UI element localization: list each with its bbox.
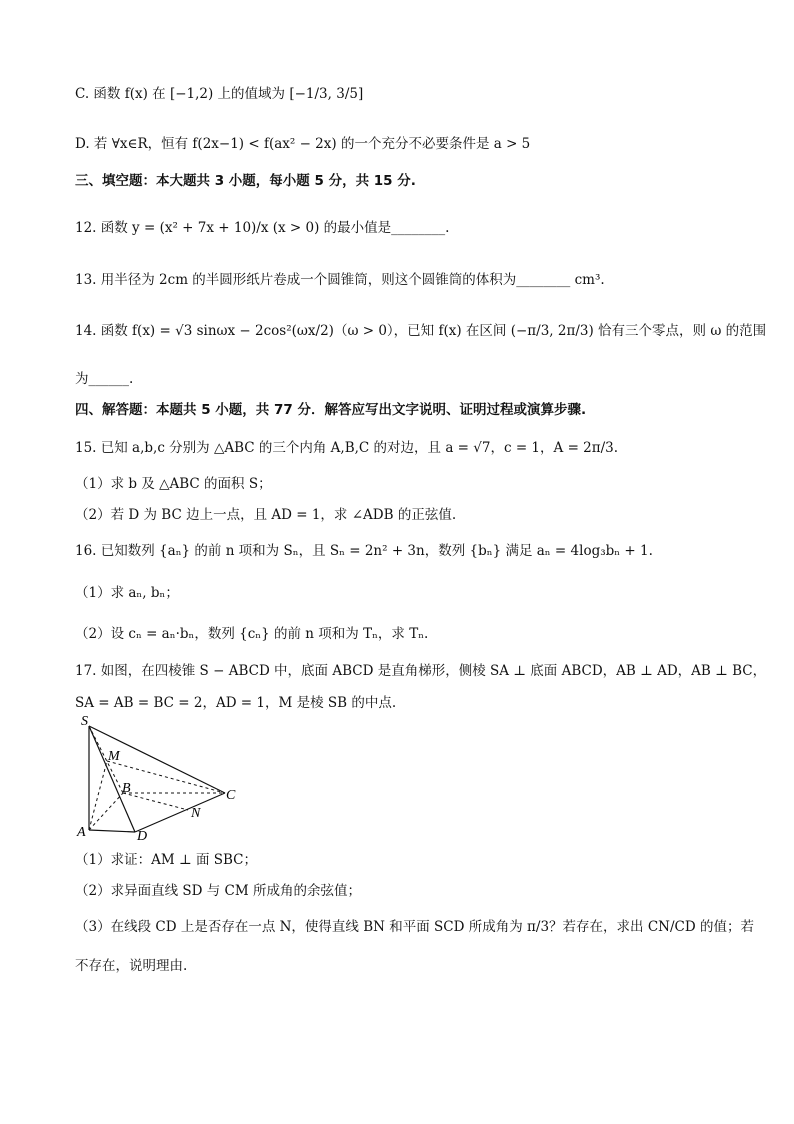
question-15-part1: （1）求 b 及 △ABC 的面积 S； [75,476,272,492]
label-s: S [81,714,88,729]
label-b: B [122,781,131,796]
question-17-part1: （1）求证：AM ⊥ 面 SBC； [75,852,257,868]
label-m: M [108,749,120,764]
edge-sd [89,726,135,832]
label-n: N [191,806,201,821]
option-d: D. 若 ∀x∈R，恒有 f(2x−1) < f(ax² − 2x) 的一个充分不必要条件是 a > 5 [75,136,531,152]
question-17-line2: SA = AB = BC = 2，AD = 1，M 是棱 SB 的中点. [75,695,397,711]
question-17-part2: （2）求异面直线 SD 与 CM 所成角的余弦值； [75,883,361,899]
edge-ad [89,830,135,832]
fill-section-heading: 三、填空题：本大题共 3 小题，每小题 5 分，共 15 分. [75,173,416,189]
question-12: 12. 函数 y = (x² + 7x + 10)/x (x > 0) 的最小值是________. [75,220,450,236]
question-16-part1: （1）求 aₙ, bₙ； [75,585,179,601]
pyramid-figure [75,713,255,845]
option-c: C. 函数 f(x) 在 [−1,2) 上的值域为 [−1/3, 3/5] [75,86,364,102]
label-a: A [77,825,86,840]
question-15: 15. 已知 a,b,c 分别为 △ABC 的三个内角 A,B,C 的对边，且 a = √7，c = 1，A = 2π/3. [75,440,619,456]
question-17-part3-line2: 不存在，说明理由. [75,958,188,974]
solve-section-heading: 四、解答题：本题共 5 小题，共 77 分．解答应写出文字说明、证明过程或演算步骤. [75,402,587,418]
question-17-line1: 17. 如图，在四棱锥 S − ABCD 中，底面 ABCD 是直角梯形，侧棱 SA ⊥ 底面 ABCD，AB ⊥ AD，AB ⊥ BC， [75,663,767,679]
question-17-part3-line1: （3）在线段 CD 上是否存在一点 N，使得直线 BN 和平面 SCD 所成角为 π/3？若存在，求出 CN/CD 的值；若 [75,919,754,935]
question-16-part2: （2）设 cₙ = aₙ·bₙ，数列 {cₙ} 的前 n 项和为 Tₙ，求 Tₙ. [75,626,429,642]
label-d: D [137,829,148,844]
label-c: C [226,788,236,803]
question-14-line1: 14. 函数 f(x) = √3 sinωx − 2cos²(ωx/2)（ω > 0），已知 f(x) 在区间 (−π/3, 2π/3) 恰有三个零点，则 ω 的范围 [75,323,767,339]
edge-dc [135,793,225,832]
question-13: 13. 用半径为 2cm 的半圆形纸片卷成一个圆锥筒，则这个圆锥筒的体积为________ cm³. [75,272,605,288]
segment-bn [123,793,188,810]
question-16: 16. 已知数列 {aₙ} 的前 n 项和为 Sₙ，且 Sₙ = 2n² + 3n，数列 {bₙ} 满足 aₙ = 4log₃bₙ + 1. [75,543,653,559]
question-14-line2: 为______. [75,371,134,387]
question-15-part2: （2）若 D 为 BC 边上一点，且 AD = 1，求 ∠ADB 的正弦值. [75,507,457,523]
